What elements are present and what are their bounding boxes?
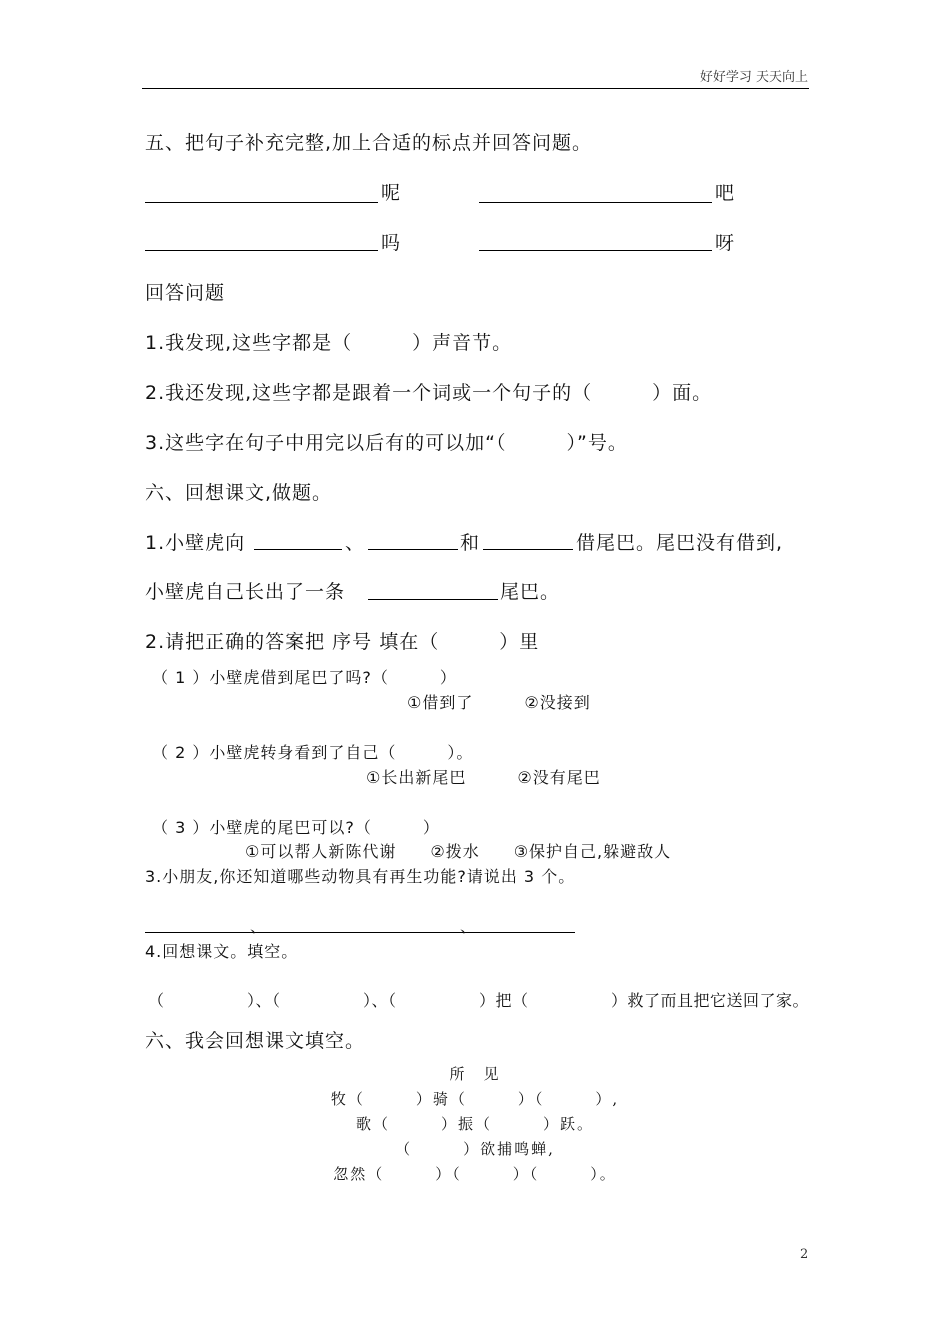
q2-item-options: ①长出新尾巴 ②没有尾巴 [366,768,601,787]
blank-ending: 吗 [381,232,402,254]
poem-line: 忽然（ ）（ ）（ ）。 [333,1165,617,1183]
q3-sep: 、 [460,917,478,936]
header-rule [142,88,809,89]
page-header: 好好学习 天天向上 [699,70,808,85]
poem-line: （ ）欲捕鸣蝉, [395,1140,555,1158]
blank-ending: 呢 [381,182,402,204]
blank-ending: 呀 [715,232,736,254]
q2-item-question: （ 2 ）小壁虎转身看到了自己（ ）。 [152,743,474,762]
q4-title: 4.回想课文。填空。 [145,942,299,961]
blank-line [368,599,498,600]
poem-line: 牧（ ）骑（ ）（ ）, [330,1090,620,1108]
q1-text-b: 借尾巴。尾巴没有借到, [576,532,784,554]
q2-item-options: ①可以帮人新陈代谢 ②拨水 ③保护自己,躲避敌人 [245,842,672,861]
page-number: 2 [800,1247,809,1262]
q2-item-question: （ 3 ）小壁虎的尾巴可以?（ ） [152,818,440,837]
question: 3.这些字在句子中用完以后有的可以加“（ ）”号。 [145,432,628,454]
section5-title: 五、把句子补充完整,加上合适的标点并回答问题。 [145,132,593,154]
poem-title: 所 见 [449,1065,501,1083]
answer-heading: 回答问题 [145,282,226,304]
q1-sep: 、 [345,532,366,554]
q1-text-a: 1.小壁虎向 [145,532,246,554]
q1-line2-a: 小壁虎自己长出了一条 [145,581,346,603]
blank-line [368,549,458,550]
section7-title: 六、我会回想课文填空。 [145,1030,366,1052]
blank-ending: 吧 [715,182,736,204]
q2-item-options: ①借到了 ②没接到 [407,693,591,712]
blank-line [145,202,378,203]
q1-line2-b: 尾巴。 [500,581,561,603]
q3-text: 3.小朋友,你还知道哪些动物具有再生功能?请说出 3 个。 [145,867,576,886]
question: 1.我发现,这些字都是（ ）声音节。 [145,332,513,354]
blank-line [483,549,573,550]
q2-item-question: （ 1 ）小壁虎借到尾巴了吗?（ ） [152,668,457,687]
blank-line [254,549,342,550]
question: 2.我还发现,这些字都是跟着一个词或一个句子的（ ）面。 [145,382,713,404]
blank-line [479,202,712,203]
blank-line [145,932,575,933]
q3-sep: 、 [250,917,268,936]
blank-line [479,250,712,251]
q4-line: （ ）、（ ）、（ ）把（ ）救了而且把它送回了家。 [148,991,810,1010]
poem-line: 歌（ ）振（ ）跃。 [355,1115,594,1133]
section6-title: 六、回想课文,做题。 [145,482,333,504]
blank-line [145,250,378,251]
q2-title: 2.请把正确的答案把 序号 填在（ ）里 [145,631,540,653]
q1-sep: 和 [460,532,481,554]
